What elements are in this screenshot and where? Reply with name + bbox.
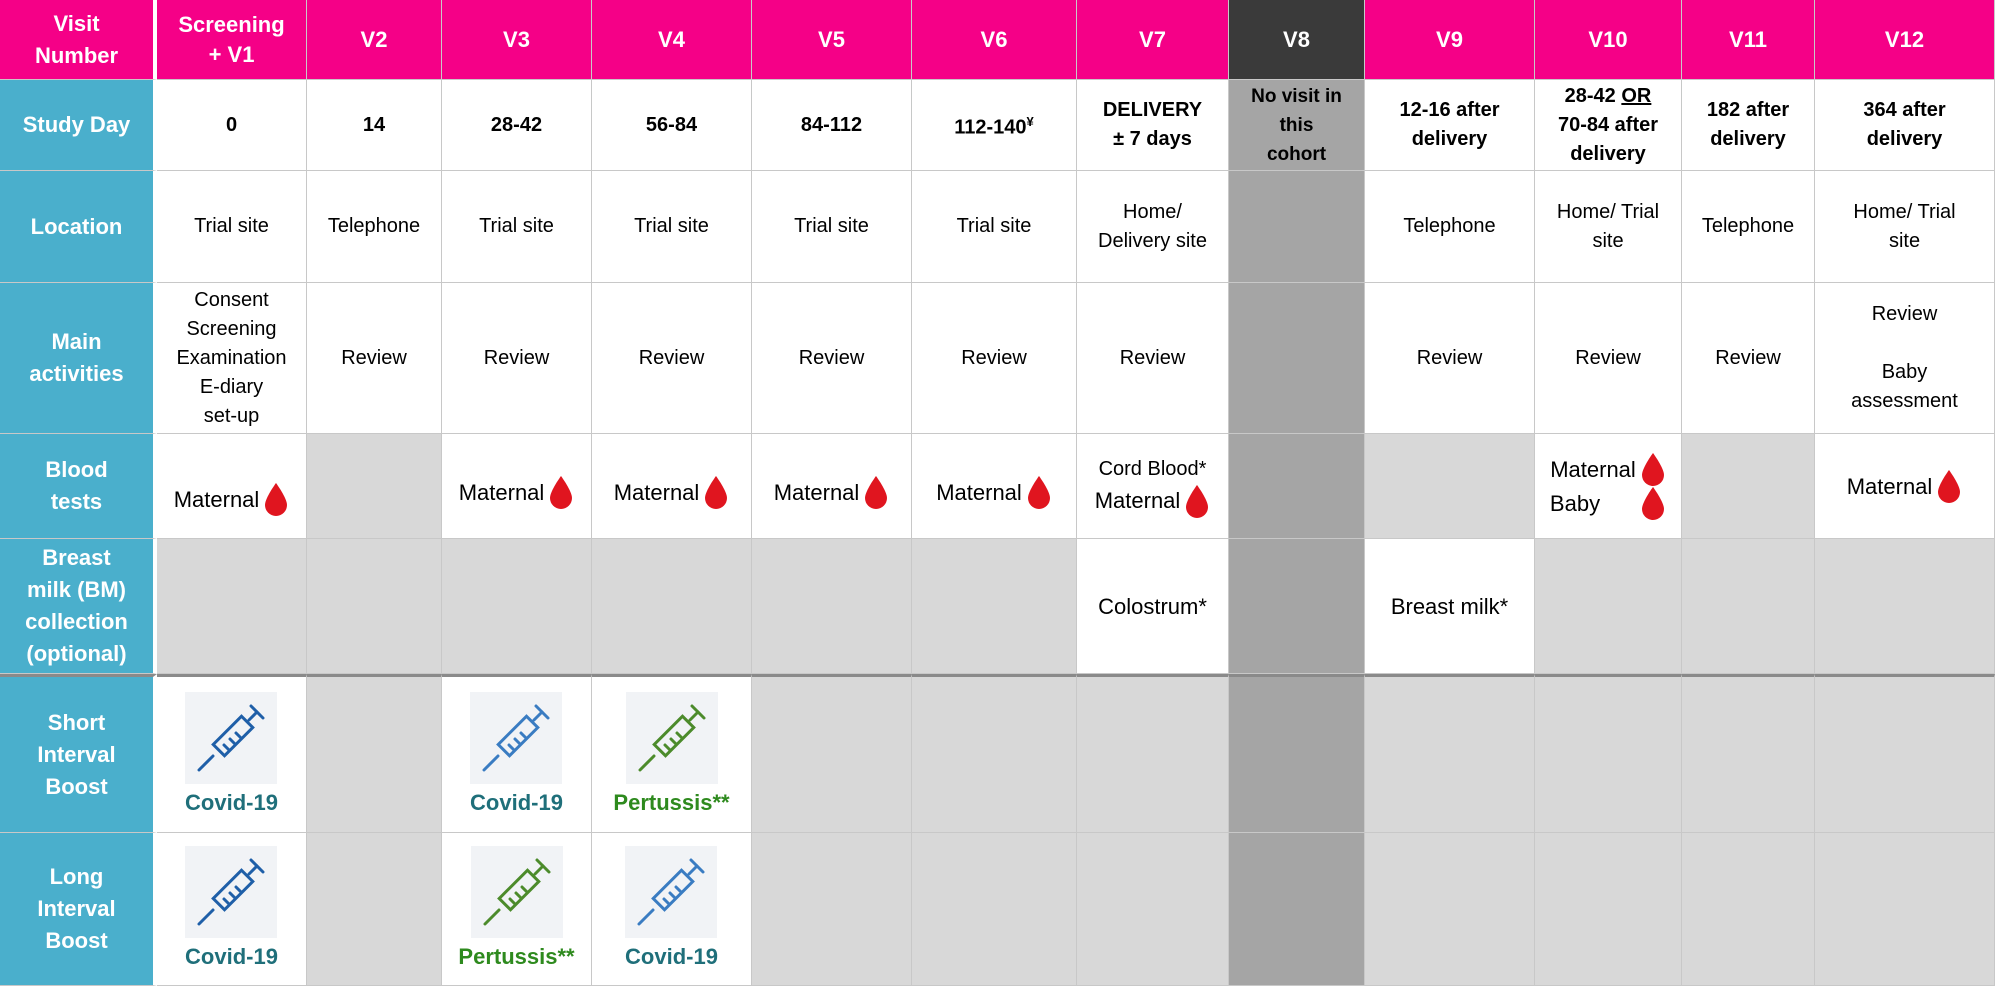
main-activities-label <box>0 283 157 434</box>
study-day-v10-range: 28-42 <box>1564 84 1616 107</box>
breast-milk-v5 <box>752 539 912 674</box>
blood-maternal-v4 <box>614 475 730 509</box>
blood-maternal-v6 <box>936 475 1052 509</box>
main-activities-v1 <box>157 283 307 434</box>
blood-tests-v3 <box>442 434 592 539</box>
main-activities-v8 <box>1229 283 1365 434</box>
study-day-v6-value: 112-140 <box>954 116 1027 139</box>
visit-v1-label-line1: Screening <box>178 11 285 37</box>
blood-baby-v10 <box>1550 486 1666 520</box>
study-day-v11-line2: delivery <box>1710 128 1786 150</box>
study-day-v10-or: OR <box>1621 84 1652 107</box>
visit-header-v6 <box>912 0 1077 80</box>
blood-maternal-text: Maternal <box>1094 488 1181 513</box>
blood-tests-v4 <box>592 434 752 539</box>
main-activities-v10: Review <box>1535 283 1682 434</box>
study-day-v8-line2: this <box>1279 114 1314 136</box>
long-interval-v10 <box>1535 833 1682 986</box>
long-interval-v11 <box>1682 833 1815 986</box>
breast-milk-v8 <box>1229 539 1365 674</box>
study-day-label: Study Day <box>0 80 157 171</box>
location-v3: Trial site <box>442 171 592 283</box>
blood-tests-v9 <box>1365 434 1535 539</box>
study-day-v9-line1: 12-16 after <box>1399 99 1500 121</box>
blood-maternal-text: Maternal <box>936 479 1022 505</box>
study-day-v3: 28-42 <box>442 80 592 171</box>
study-day-v1: 0 <box>157 80 307 171</box>
long-interval-v2 <box>307 833 442 986</box>
visit-header-v3 <box>442 0 592 80</box>
study-day-v8 <box>1229 80 1365 171</box>
study-day-v6-footnote-mark: ¥ <box>1026 114 1034 130</box>
breast-milk-label-line4: (optional) <box>26 641 127 666</box>
blood-drop-icon <box>1026 475 1052 509</box>
blood-tests-label <box>0 434 157 539</box>
main-activities-v7: Review <box>1077 283 1229 434</box>
study-day-v10-line2: 70-84 after <box>1557 113 1659 136</box>
visit-header-v12 <box>1815 0 1995 80</box>
blood-maternal-v12 <box>1847 469 1963 503</box>
vaccine-pertussis-v4 <box>613 692 729 818</box>
blood-tests-label-line1: Blood <box>45 457 108 482</box>
study-day-v9 <box>1365 80 1535 171</box>
activity-assessment: assessment <box>1851 390 1958 412</box>
blood-drop-icon <box>703 475 729 509</box>
short-interval-v8 <box>1229 674 1365 833</box>
location-v8 <box>1229 171 1365 283</box>
blood-tests-v10 <box>1535 434 1682 539</box>
visit-v12-label: V12 <box>1884 26 1925 52</box>
short-interval-v9 <box>1365 674 1535 833</box>
blood-drop-icon <box>1640 486 1666 520</box>
blood-tests-v5 <box>752 434 912 539</box>
blood-tests-v12 <box>1815 434 1995 539</box>
breast-milk-v11 <box>1682 539 1815 674</box>
breast-milk-v10 <box>1535 539 1682 674</box>
blood-maternal-text: Maternal <box>1550 456 1636 482</box>
blood-tests-v1 <box>157 434 307 539</box>
visit-v7-label: V7 <box>1139 26 1166 52</box>
location-v10 <box>1535 171 1682 283</box>
syringe-icon <box>191 698 271 778</box>
long-interval-label-line2: Interval <box>37 896 116 921</box>
blood-cord-text: Cord Blood* <box>1098 457 1207 480</box>
blood-maternal-text: Maternal <box>773 479 860 505</box>
location-v12 <box>1815 171 1995 283</box>
long-interval-label-line1: Long <box>49 864 104 889</box>
study-day-v12 <box>1815 80 1995 171</box>
short-interval-label-line3: Boost <box>45 773 108 799</box>
vaccine-pertussis-label: Pertussis** <box>613 789 730 815</box>
breast-milk-v9: Breast milk* <box>1365 539 1535 674</box>
blood-baby-text: Baby <box>1549 490 1601 516</box>
visit-number-label-line1: Visit <box>53 10 100 36</box>
syringe-icon-box <box>185 692 277 784</box>
syringe-icon-box <box>470 692 562 784</box>
location-v10-line1: Home/ Trial <box>1556 200 1660 223</box>
location-v2: Telephone <box>307 171 442 283</box>
short-interval-label-line1: Short <box>47 709 106 735</box>
study-day-v12-line2: delivery <box>1866 128 1943 150</box>
vaccine-covid-label: Covid-19 <box>185 789 278 815</box>
study-day-v7 <box>1077 80 1229 171</box>
location-v7-line1: Home/ <box>1123 200 1182 223</box>
blood-drop-icon <box>1640 452 1666 486</box>
blood-tests-v8 <box>1229 434 1365 539</box>
activity-baby: Baby <box>1881 361 1928 383</box>
short-interval-v10 <box>1535 674 1682 833</box>
visit-header-v2 <box>307 0 442 80</box>
study-day-v8-line3: cohort <box>1266 143 1327 165</box>
blood-maternal-text: Maternal <box>1846 473 1933 499</box>
blood-drop-icon <box>263 482 289 516</box>
study-day-v6 <box>912 80 1077 171</box>
main-activities-v6: Review <box>912 283 1077 434</box>
breast-milk-v12 <box>1815 539 1995 674</box>
study-day-v4: 56-84 <box>592 80 752 171</box>
syringe-icon <box>476 698 556 778</box>
blood-tests-label-line2: tests <box>50 489 103 514</box>
breast-milk-label-line1: Breast <box>42 545 111 570</box>
visit-v5-label: V5 <box>818 26 845 52</box>
vaccine-covid-v3 <box>470 692 563 818</box>
activity-examination: Examination <box>176 346 287 369</box>
main-activities-v2: Review <box>307 283 442 434</box>
short-interval-v12 <box>1815 674 1995 833</box>
activity-consent: Consent <box>194 288 269 311</box>
blood-drop-icon <box>863 475 889 509</box>
breast-milk-v2 <box>307 539 442 674</box>
syringe-icon-box <box>626 692 718 784</box>
location-v11: Telephone <box>1682 171 1815 283</box>
vaccine-covid-v1-long <box>185 846 278 972</box>
study-day-v10-line3: delivery <box>1570 142 1646 165</box>
visit-header-v7 <box>1077 0 1229 80</box>
study-day-v9-line2: delivery <box>1411 128 1488 150</box>
short-interval-v7 <box>1077 674 1229 833</box>
long-interval-boost-label <box>0 833 157 986</box>
syringe-icon-box <box>185 846 277 938</box>
blood-maternal-v3 <box>459 475 575 509</box>
long-interval-v7 <box>1077 833 1229 986</box>
visit-header-v10 <box>1535 0 1682 80</box>
visit-header-v1 <box>157 0 307 80</box>
syringe-icon <box>191 852 271 932</box>
blood-drop-icon <box>1936 469 1962 503</box>
short-interval-v6 <box>912 674 1077 833</box>
main-activities-label-line1: Main <box>51 329 102 354</box>
visit-v8-label: V8 <box>1283 26 1310 52</box>
visit-v4-label: V4 <box>658 26 685 52</box>
activity-ediary: E-diary <box>199 375 264 398</box>
vaccine-covid-v1 <box>185 692 278 818</box>
study-day-v7-line1: DELIVERY <box>1102 99 1203 121</box>
breast-milk-v7: Colostrum* <box>1077 539 1229 674</box>
short-interval-v2 <box>307 674 442 833</box>
visit-number-label-line2: Number <box>34 42 119 68</box>
location-v1: Trial site <box>157 171 307 283</box>
short-interval-v3 <box>442 674 592 833</box>
location-v7-line2: Delivery site <box>1098 229 1207 252</box>
breast-milk-v4 <box>592 539 752 674</box>
blood-drop-icon <box>1184 484 1210 518</box>
short-interval-v4 <box>592 674 752 833</box>
activity-review: Review <box>1871 303 1938 325</box>
blood-maternal-v1 <box>174 482 290 516</box>
syringe-icon <box>631 852 711 932</box>
breast-milk-v3 <box>442 539 592 674</box>
long-interval-v4 <box>592 833 752 986</box>
location-v7 <box>1077 171 1229 283</box>
study-day-v12-line1: 364 after <box>1863 99 1946 121</box>
syringe-icon-box <box>471 846 563 938</box>
blood-tests-v2 <box>307 434 442 539</box>
breast-milk-label-line2: milk (BM) <box>27 577 126 602</box>
main-activities-label-line2: activities <box>29 361 124 386</box>
breast-milk-v1 <box>157 539 307 674</box>
visit-header-v5 <box>752 0 912 80</box>
visit-header-v9 <box>1365 0 1535 80</box>
blood-maternal-text: Maternal <box>458 479 545 505</box>
vaccine-covid-label: Covid-19 <box>625 944 718 969</box>
blood-maternal-v7 <box>1095 484 1211 518</box>
visit-v1-label-line2: + V1 <box>208 41 255 67</box>
visit-v11-label: V11 <box>1729 26 1767 52</box>
activity-screening: Screening <box>186 317 277 340</box>
long-interval-v1 <box>157 833 307 986</box>
visit-v3-label: V3 <box>503 26 530 52</box>
location-label: Location <box>0 171 157 283</box>
short-interval-label-line2: Interval <box>37 741 116 767</box>
visit-header-v11 <box>1682 0 1815 80</box>
vaccine-covid-v4-long <box>625 846 718 972</box>
long-interval-v3 <box>442 833 592 986</box>
short-interval-v5 <box>752 674 912 833</box>
long-interval-v9 <box>1365 833 1535 986</box>
breast-milk-label-line3: collection <box>25 609 128 634</box>
location-v5: Trial site <box>752 171 912 283</box>
long-interval-v5 <box>752 833 912 986</box>
study-day-v2: 14 <box>307 80 442 171</box>
main-activities-v11: Review <box>1682 283 1815 434</box>
short-interval-boost-label <box>0 674 157 833</box>
long-interval-v12 <box>1815 833 1995 986</box>
activity-setup: set-up <box>203 404 260 427</box>
blood-tests-v11 <box>1682 434 1815 539</box>
visit-header-v8 <box>1229 0 1365 80</box>
study-day-v11-line1: 182 after <box>1706 99 1790 121</box>
long-interval-v6 <box>912 833 1077 986</box>
main-activities-v12 <box>1815 283 1995 434</box>
study-day-v11 <box>1682 80 1815 171</box>
visit-v6-label: V6 <box>980 26 1008 52</box>
study-day-v5: 84-112 <box>752 80 912 171</box>
syringe-icon <box>477 852 557 932</box>
location-v4: Trial site <box>592 171 752 283</box>
blood-tests-v6 <box>912 434 1077 539</box>
blood-maternal-text: Maternal <box>173 486 260 512</box>
breast-milk-label <box>0 539 157 674</box>
blood-maternal-text: Maternal <box>613 479 700 505</box>
visit-v2-label: V2 <box>360 26 388 52</box>
short-interval-v11 <box>1682 674 1815 833</box>
blood-maternal-v10 <box>1550 452 1666 486</box>
location-v12-line2: site <box>1888 229 1921 252</box>
visit-number-header <box>0 0 157 80</box>
study-day-v7-line2: ± 7 days <box>1113 128 1192 150</box>
blood-tests-v7 <box>1077 434 1229 539</box>
long-interval-label-line3: Boost <box>45 928 108 953</box>
location-v12-line1: Home/ Trial <box>1853 200 1956 223</box>
main-activities-v5: Review <box>752 283 912 434</box>
blood-drop-icon <box>548 475 574 509</box>
location-v6: Trial site <box>912 171 1077 283</box>
visit-v9-label: V9 <box>1436 26 1463 52</box>
location-v9: Telephone <box>1365 171 1535 283</box>
breast-milk-v6 <box>912 539 1077 674</box>
location-v10-line2: site <box>1592 229 1624 252</box>
syringe-icon <box>632 698 712 778</box>
vaccine-covid-label: Covid-19 <box>470 789 563 815</box>
syringe-icon-box <box>625 846 717 938</box>
vaccine-pertussis-label: Pertussis** <box>458 944 575 969</box>
main-activities-v4: Review <box>592 283 752 434</box>
study-day-v8-line1: No visit in <box>1251 85 1342 107</box>
visit-header-v4 <box>592 0 752 80</box>
study-day-v10 <box>1535 80 1682 171</box>
long-interval-v8 <box>1229 833 1365 986</box>
main-activities-v3: Review <box>442 283 592 434</box>
main-activities-v9: Review <box>1365 283 1535 434</box>
blood-maternal-v5 <box>774 475 890 509</box>
short-interval-v1 <box>157 674 307 833</box>
visit-v10-label: V10 <box>1588 26 1628 52</box>
vaccine-covid-label: Covid-19 <box>185 944 278 969</box>
vaccine-pertussis-v3-long <box>458 846 574 972</box>
